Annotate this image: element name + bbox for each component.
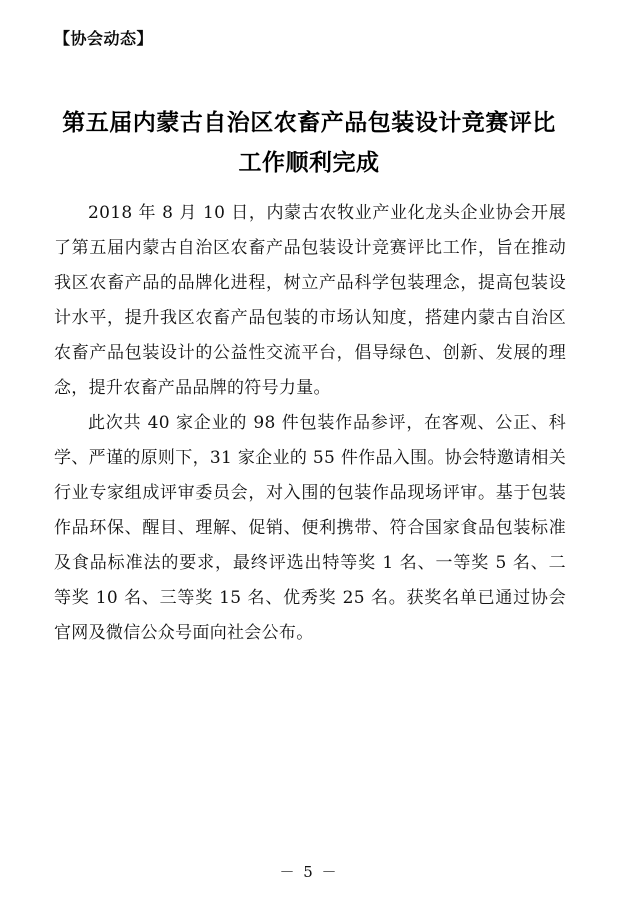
page-number: － 5 － [279,863,339,881]
paragraph: 2018 年 8 月 10 日，内蒙古农牧业产业化龙头企业协会开展了第五届内蒙古自治区农畜产品包装设计竞赛评比工作，旨在推动我区农畜产品的品牌化进程，树立产品科学包装理念，提高包装设计水平，提升我区农畜产品包装的市场认知度，搭建内蒙古自治区农畜产品包装设计的公益性交流平台，倡导绿色、创新、发展的理念，提升农畜产品品牌的符号力量。 [54,203,566,398]
paragraph: 此次共 40 家企业的 98 件包装作品参评，在客观、公正、科学、严谨的原则下，31 家企业的 55 件作品入围。协会特邀请相关行业专家组成评审委员会，对入围的包装作品现场评审。基于包装作品环保、醒目、理解、促销、便利携带、符合国家食品包装标准及食品标准法的要求，最终评选出特等奖 1 名、一等奖 5 名、二等奖 10 名、三等奖 15 名、优秀奖 25 名。获奖名单已通过协会官网及微信公众号面向社会公布。 [54,413,566,643]
page-title: 第五届内蒙古自治区农畜产品包装设计竞赛评比工作顺利完成 [62,109,556,177]
category-tag: 【协会动态】 [54,29,154,48]
document-body [54,196,566,651]
